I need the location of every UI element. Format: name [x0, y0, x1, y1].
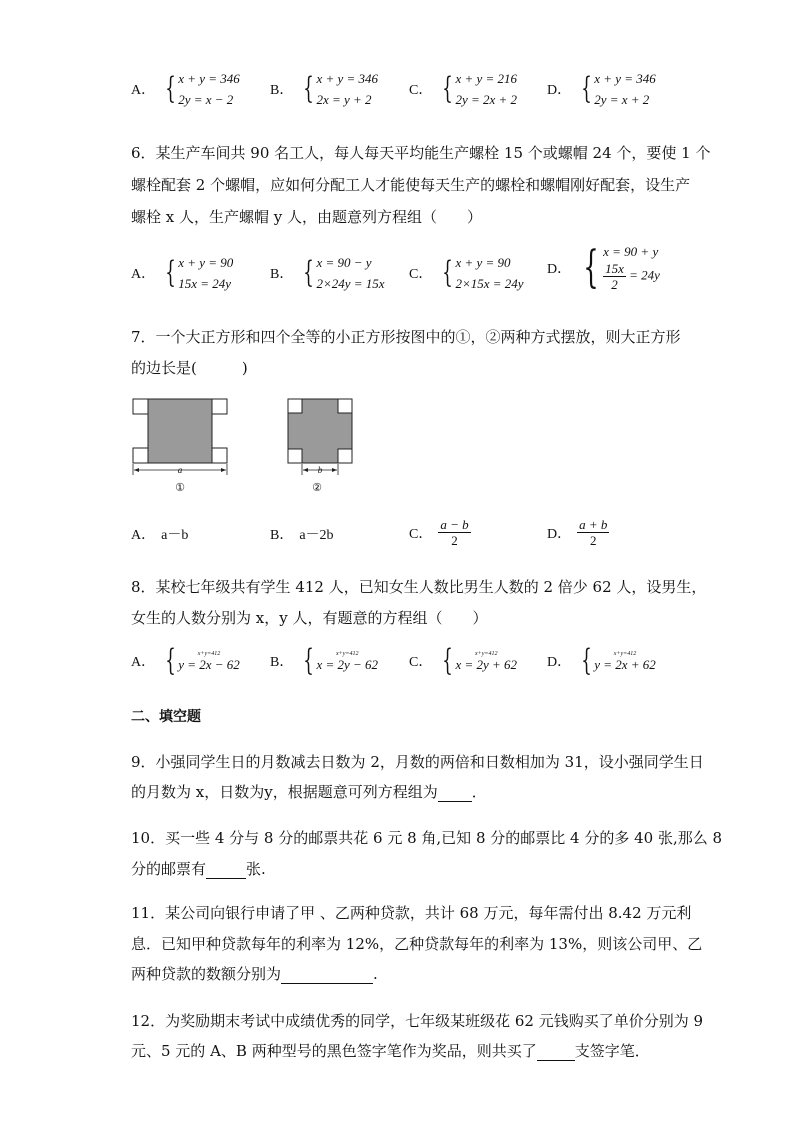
q7-option-c: C． $\frac{a - b}{2}$: [409, 517, 469, 548]
small-square: [133, 448, 148, 463]
fraction: $\frac{a + b}{2}$: [579, 517, 608, 548]
equation-system: { x+y=412 x = 2y − 62: [303, 643, 379, 678]
q6-option-c: C． { x + y = 90 2×15x = 24y: [409, 252, 524, 294]
small-square: [288, 399, 302, 413]
q9-text-line2: 的月数为 x，日数为y，根据题意可列方程组为 ．: [131, 783, 487, 801]
q6-text-line1: 6．某生产车间共 90 名工人，每人每天平均能生产螺栓 15 个或螺帽 24 个，要使 1 个: [131, 144, 711, 162]
q7-text-line1: 7．一个大正方形和四个全等的小正方形按图中的①，②两种方式摆放，则大正方形: [131, 328, 681, 346]
equation-system: { x + y = 346 2y = x − 2: [165, 71, 240, 107]
q6-option-a: A． { x + y = 90 15x = 24y: [131, 252, 233, 294]
small-square: [212, 448, 227, 463]
q6-option-b: B． { x = 90 − y 2×24y = 15x: [270, 252, 385, 294]
q7-option-b: B． a－2b: [270, 528, 334, 543]
q8-option-a: A． { x+y=412 y = 2x − 62: [131, 643, 240, 678]
answer-blank[interactable]: [537, 1042, 575, 1061]
q11-text-line2: 息．已知甲种贷款每年的利率为 12%，乙种贷款每年的利率为 13%，则该公司甲、乙: [131, 935, 703, 953]
equation-system: { x + y = 346 2y = x + 2: [581, 71, 656, 107]
equation-system: { x = 90 − y 2×24y = 15x: [303, 255, 385, 291]
small-square: [133, 399, 148, 414]
q7-text-line2: 的边长是( ): [131, 359, 248, 377]
q7-option-a: A． a－b: [131, 528, 189, 543]
q9-text-line1: 9．小强同学生日的月数减去日数为 2，月数的两倍和日数相加为 31，设小强同学生日: [131, 753, 704, 771]
q6-text-line2: 螺栓配套 2 个螺帽，应如何分配工人才能使每天生产的螺栓和螺帽刚好配套，设生产: [131, 176, 691, 194]
large-square: [148, 399, 212, 463]
answer-blank[interactable]: [206, 860, 246, 879]
q10-text-line2: 分的邮票有 张.: [131, 860, 266, 878]
q11-text-line3: 两种贷款的数额分别为 .: [131, 965, 378, 983]
fraction: $\frac{a - b}{2}$: [440, 517, 469, 548]
small-square: [338, 449, 352, 463]
q8-option-b: B． { x+y=412 x = 2y − 62: [270, 643, 379, 678]
fraction: $\frac{15x}{2}$: [605, 261, 624, 292]
q8-option-c: C． { x+y=412 x = 2y + 62: [409, 643, 518, 678]
q12-text-line1: 12．为奖励期末考试中成绩优秀的同学，七年级某班级花 62 元钱购买了单价分别为 9: [131, 1012, 704, 1030]
equation-system: { x+y=412 y = 2x − 62: [165, 643, 240, 678]
q7-option-d: D． $\frac{a + b}{2}$: [547, 517, 608, 548]
fig1-caption: ①: [175, 482, 185, 494]
q8-option-d: D． { x+y=412 y = 2x + 62: [547, 643, 656, 678]
equation-system: { x + y = 216 2y = 2x + 2: [442, 71, 518, 107]
q8-text-line2: 女生的人数分别为 x，y 人，有题意的方程组（ ）: [131, 609, 488, 627]
answer-blank[interactable]: [281, 965, 373, 984]
equation-system: { x + y = 90 2×15x = 24y: [442, 255, 524, 291]
figure-1: [133, 399, 227, 494]
q10-text-line1: 10．买一些 4 分与 8 分的邮票共花 6 元 8 角,已知 8 分的邮票比 4 分的多 40 张,那么 8: [131, 829, 723, 847]
equation-system: { x = 90 + y $\frac{15x}{2}$ = 24y: [583, 241, 660, 293]
q6-option-d: D． { x = 90 + y $\frac{15x}{2}$ = 24y: [547, 241, 660, 293]
q12-text-line2: 元、5 元的 A、B 两种型号的黑色签字笔作为奖品，则共买了 支签字笔．: [131, 1042, 650, 1060]
fig1-variable: a: [177, 465, 183, 475]
section-heading: 二、填空题: [131, 709, 201, 725]
small-square: [212, 399, 227, 414]
equation-system: { x + y = 90 15x = 24y: [165, 255, 234, 291]
equation-system: { x + y = 346 2x = y + 2: [303, 71, 379, 107]
figure-2: [288, 399, 352, 494]
equation-system: { x+y=412 x = 2y + 62: [442, 643, 518, 678]
equation-system: { x+y=412 y = 2x + 62: [581, 643, 656, 678]
q5-option-d: D． { x + y = 346 2y = x + 2: [547, 68, 656, 110]
q5-option-c: C． { x + y = 216 2y = 2x + 2: [409, 68, 517, 110]
q7-figure: [128, 393, 368, 498]
fig2-variable: b: [317, 465, 323, 475]
answer-blank[interactable]: [438, 783, 472, 802]
small-square: [338, 399, 352, 413]
q5-option-b: B． { x + y = 346 2x = y + 2: [270, 68, 378, 110]
q6-text-line3: 螺栓 x 人，生产螺帽 y 人，由题意列方程组（ ）: [131, 208, 483, 226]
q5-option-a: A． { x + y = 346 2y = x − 2: [131, 68, 240, 110]
fig2-caption: ②: [312, 482, 322, 494]
q11-text-line1: 11．某公司向银行申请了甲 、乙两种贷款，共计 68 万元，每年需付出 8.42 万元利: [131, 904, 692, 922]
small-square: [288, 449, 302, 463]
q8-text-line1: 8．某校七年级共有学生 412 人，已知女生人数比男生人数的 2 倍少 62 人，设男生，: [131, 578, 707, 596]
